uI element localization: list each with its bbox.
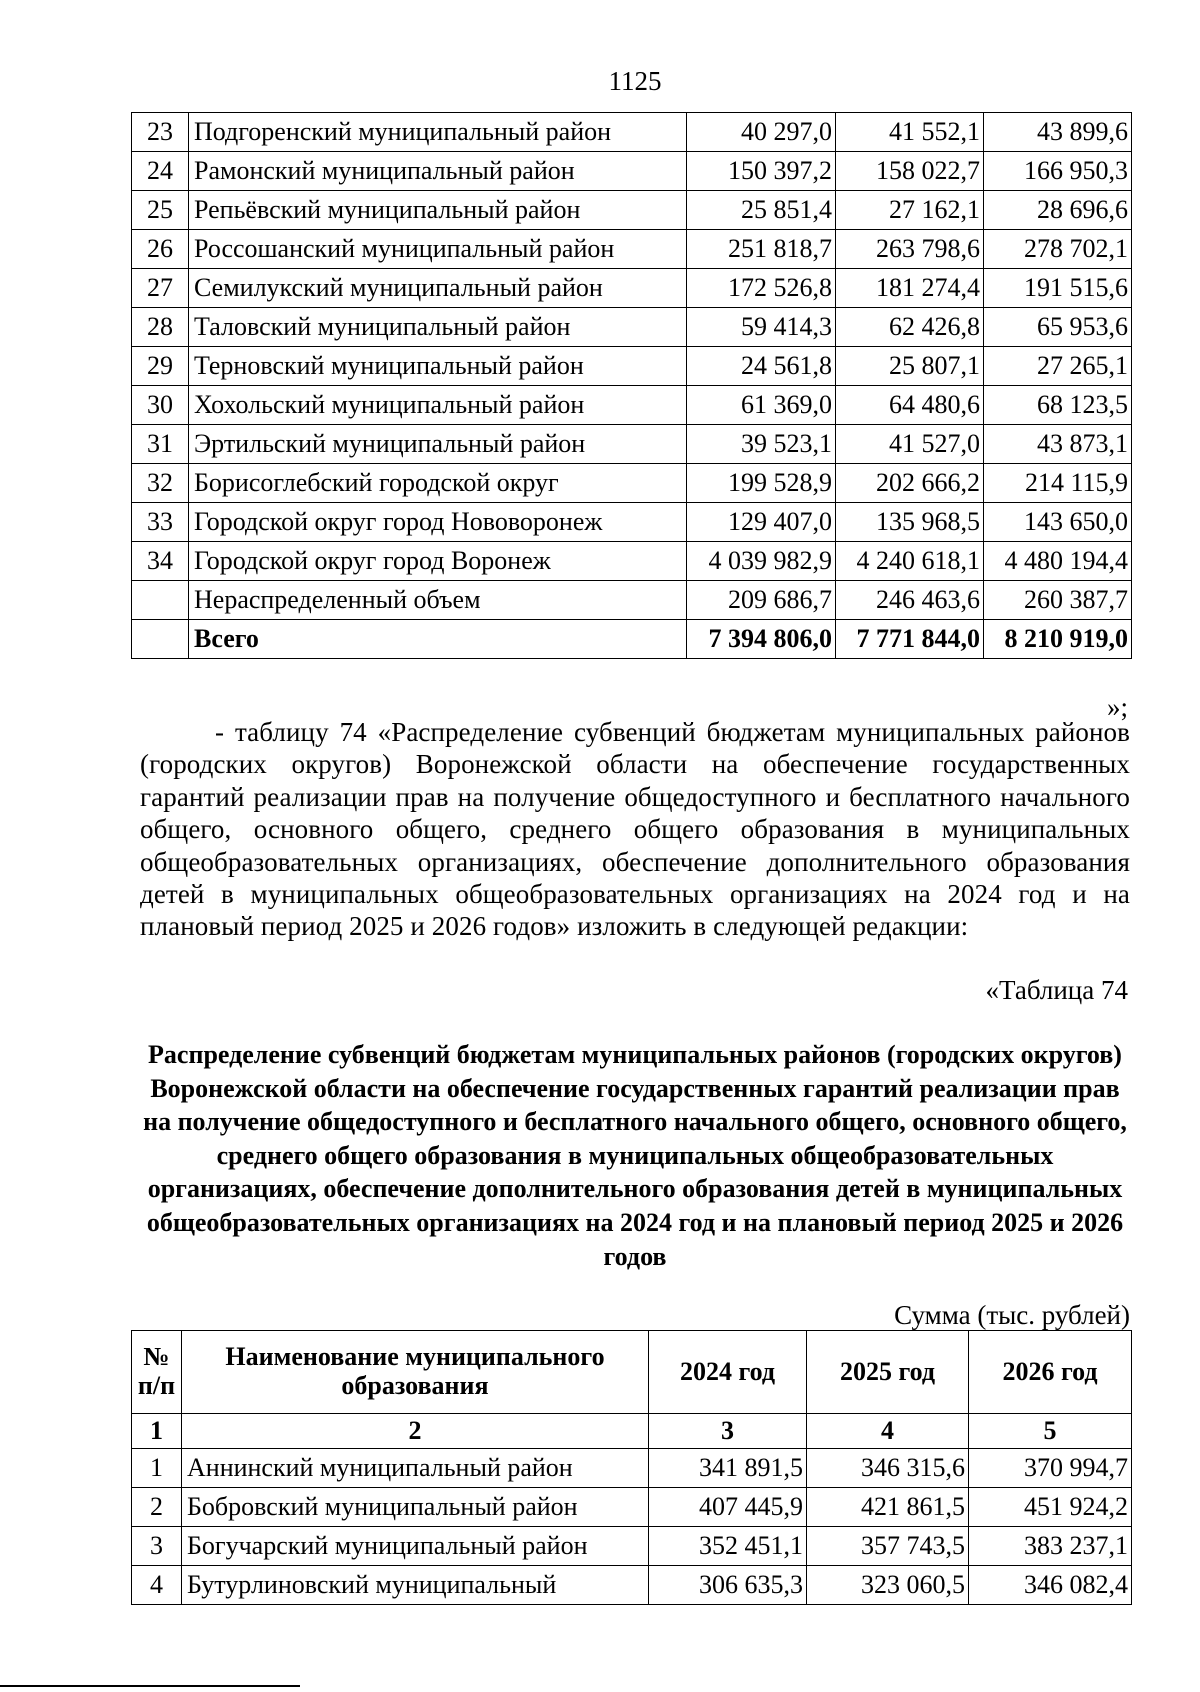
header-2025: 2025 год	[807, 1331, 969, 1414]
total-2025: 7 771 844,0	[836, 620, 984, 659]
footer-rule	[0, 1685, 300, 1687]
previous-table	[131, 112, 1132, 659]
row-number: 26	[132, 230, 189, 269]
row-number: 33	[132, 503, 189, 542]
table-row	[132, 1449, 1132, 1488]
value-2026: 383 237,1	[969, 1527, 1132, 1566]
table-row	[132, 425, 1132, 464]
municipality-name: Терновский муниципальный район	[189, 347, 687, 386]
table-row	[132, 464, 1132, 503]
total-row	[132, 620, 1132, 659]
value-2025: 25 807,1	[836, 347, 984, 386]
value-2025: 41 552,1	[836, 113, 984, 152]
table-74-header-row	[132, 1331, 1132, 1414]
value-2024: 129 407,0	[687, 503, 836, 542]
table-row	[132, 1488, 1132, 1527]
value-2024: 341 891,5	[649, 1449, 807, 1488]
value-2025: 64 480,6	[836, 386, 984, 425]
municipality-name: Подгоренский муниципальный район	[189, 113, 687, 152]
row-number: 31	[132, 425, 189, 464]
value-2025: 4 240 618,1	[836, 542, 984, 581]
header-2024: 2024 год	[649, 1331, 807, 1414]
column-number-row	[132, 1414, 1132, 1449]
value-2025: 158 022,7	[836, 152, 984, 191]
municipality-name: Семилукский муниципальный район	[189, 269, 687, 308]
value-2024: 4 039 982,9	[687, 542, 836, 581]
value-2025: 246 463,6	[836, 581, 984, 620]
table-row	[132, 152, 1132, 191]
row-number: 24	[132, 152, 189, 191]
value-2026: 260 387,7	[984, 581, 1132, 620]
value-2024: 199 528,9	[687, 464, 836, 503]
value-2024: 39 523,1	[687, 425, 836, 464]
value-2025: 181 274,4	[836, 269, 984, 308]
value-2026: 214 115,9	[984, 464, 1132, 503]
total-2026: 8 210 919,0	[984, 620, 1132, 659]
table-row	[132, 113, 1132, 152]
municipality-name: Бутурлиновский муниципальный	[182, 1566, 649, 1605]
row-number: 30	[132, 386, 189, 425]
value-2024: 40 297,0	[687, 113, 836, 152]
value-2026: 28 696,6	[984, 191, 1132, 230]
table-row	[132, 269, 1132, 308]
column-number: 4	[807, 1414, 969, 1449]
table-row	[132, 1566, 1132, 1605]
table-row	[132, 191, 1132, 230]
header-name: Наименование муниципального образования	[182, 1331, 649, 1414]
value-2025: 357 743,5	[807, 1527, 969, 1566]
table-row	[132, 542, 1132, 581]
municipality-name: Бобровский муниципальный район	[182, 1488, 649, 1527]
column-number: 3	[649, 1414, 807, 1449]
value-2026: 166 950,3	[984, 152, 1132, 191]
value-2026: 68 123,5	[984, 386, 1132, 425]
amendment-paragraph: - таблицу 74 «Распределение субвенций бюджетам муниципальных районов (городских округов) Воронежской области на обеспечение государственных гарантий реализации прав на получение общедоступного и бесплатного начального общего, основного общего, среднего общего образования в муниципальных общеобразовательных организациях, обеспечение дополнительного образования детей в муниципальных общеобразовательных организациях на 2024 год и на плановый период 2025 и 2026 годов» изложить в следующей редакции:	[140, 717, 1130, 942]
value-2026: 278 702,1	[984, 230, 1132, 269]
total-label: Всего	[189, 620, 687, 659]
value-2025: 135 968,5	[836, 503, 984, 542]
table-row	[132, 386, 1132, 425]
row-number: 1	[132, 1449, 182, 1488]
value-2026: 370 994,7	[969, 1449, 1132, 1488]
value-2024: 59 414,3	[687, 308, 836, 347]
row-number: 23	[132, 113, 189, 152]
value-2026: 65 953,6	[984, 308, 1132, 347]
municipality-name: Борисоглебский городской округ	[189, 464, 687, 503]
value-2025: 27 162,1	[836, 191, 984, 230]
row-number: 29	[132, 347, 189, 386]
municipality-name: Рамонский муниципальный район	[189, 152, 687, 191]
value-2026: 43 899,6	[984, 113, 1132, 152]
value-2024: 407 445,9	[649, 1488, 807, 1527]
value-2024: 61 369,0	[687, 386, 836, 425]
value-2025: 323 060,5	[807, 1566, 969, 1605]
municipality-name: Таловский муниципальный район	[189, 308, 687, 347]
previous-table-body	[132, 113, 1132, 659]
value-2025: 263 798,6	[836, 230, 984, 269]
value-2026: 4 480 194,4	[984, 542, 1132, 581]
value-2024: 306 635,3	[649, 1566, 807, 1605]
total-2024: 7 394 806,0	[687, 620, 836, 659]
value-2026: 346 082,4	[969, 1566, 1132, 1605]
row-number: 34	[132, 542, 189, 581]
row-number: 3	[132, 1527, 182, 1566]
column-number: 1	[132, 1414, 182, 1449]
table-74-body	[132, 1414, 1132, 1605]
value-2026: 27 265,1	[984, 347, 1132, 386]
units-note: Сумма (тыс. рублей)	[894, 1300, 1130, 1330]
column-number: 2	[182, 1414, 649, 1449]
value-2024: 25 851,4	[687, 191, 836, 230]
value-2025: 421 861,5	[807, 1488, 969, 1527]
row-number	[132, 581, 189, 620]
municipality-name: Эртильский муниципальный район	[189, 425, 687, 464]
value-2026: 43 873,1	[984, 425, 1132, 464]
municipality-name: Городской округ город Воронеж	[189, 542, 687, 581]
closing-quote: »;	[1106, 692, 1128, 722]
page-number: 1125	[608, 66, 662, 96]
municipality-name: Аннинский муниципальный район	[182, 1449, 649, 1488]
row-number: 25	[132, 191, 189, 230]
value-2024: 251 818,7	[687, 230, 836, 269]
table-row	[132, 347, 1132, 386]
table-74	[131, 1330, 1132, 1605]
row-number: 28	[132, 308, 189, 347]
value-2026: 191 515,6	[984, 269, 1132, 308]
municipality-name: Репьёвский муниципальный район	[189, 191, 687, 230]
table-row	[132, 503, 1132, 542]
table-heading: Распределение субвенций бюджетам муниципальных районов (городских округов) Воронежской области на обеспечение государственных гарантий реализации прав на получение общедоступного и бесплатного начального общего, основного общего, среднего общего образования в муниципальных общеобразовательных организациях, обеспечение дополнительного образования детей в муниципальных общеобразовательных организациях на 2024 год и на плановый период 2025 и 2026 годов	[143, 1040, 1127, 1271]
table-row	[132, 230, 1132, 269]
value-2026: 451 924,2	[969, 1488, 1132, 1527]
value-2026: 143 650,0	[984, 503, 1132, 542]
row-number	[132, 620, 189, 659]
table-row	[132, 308, 1132, 347]
table-row	[132, 1527, 1132, 1566]
row-number: 32	[132, 464, 189, 503]
value-2025: 41 527,0	[836, 425, 984, 464]
row-number: 2	[132, 1488, 182, 1527]
value-2024: 209 686,7	[687, 581, 836, 620]
municipality-name: Нераспределенный объем	[189, 581, 687, 620]
municipality-name: Богучарский муниципальный район	[182, 1527, 649, 1566]
value-2024: 172 526,8	[687, 269, 836, 308]
column-number: 5	[969, 1414, 1132, 1449]
table-label: «Таблица 74	[985, 975, 1128, 1005]
value-2025: 202 666,2	[836, 464, 984, 503]
municipality-name: Городской округ город Нововоронеж	[189, 503, 687, 542]
value-2025: 346 315,6	[807, 1449, 969, 1488]
row-number: 27	[132, 269, 189, 308]
row-number: 4	[132, 1566, 182, 1605]
value-2024: 150 397,2	[687, 152, 836, 191]
municipality-name: Россошанский муниципальный район	[189, 230, 687, 269]
table-row	[132, 581, 1132, 620]
header-2026: 2026 год	[969, 1331, 1132, 1414]
value-2024: 352 451,1	[649, 1527, 807, 1566]
municipality-name: Хохольский муниципальный район	[189, 386, 687, 425]
value-2024: 24 561,8	[687, 347, 836, 386]
value-2025: 62 426,8	[836, 308, 984, 347]
header-num: № п/п	[132, 1331, 182, 1414]
